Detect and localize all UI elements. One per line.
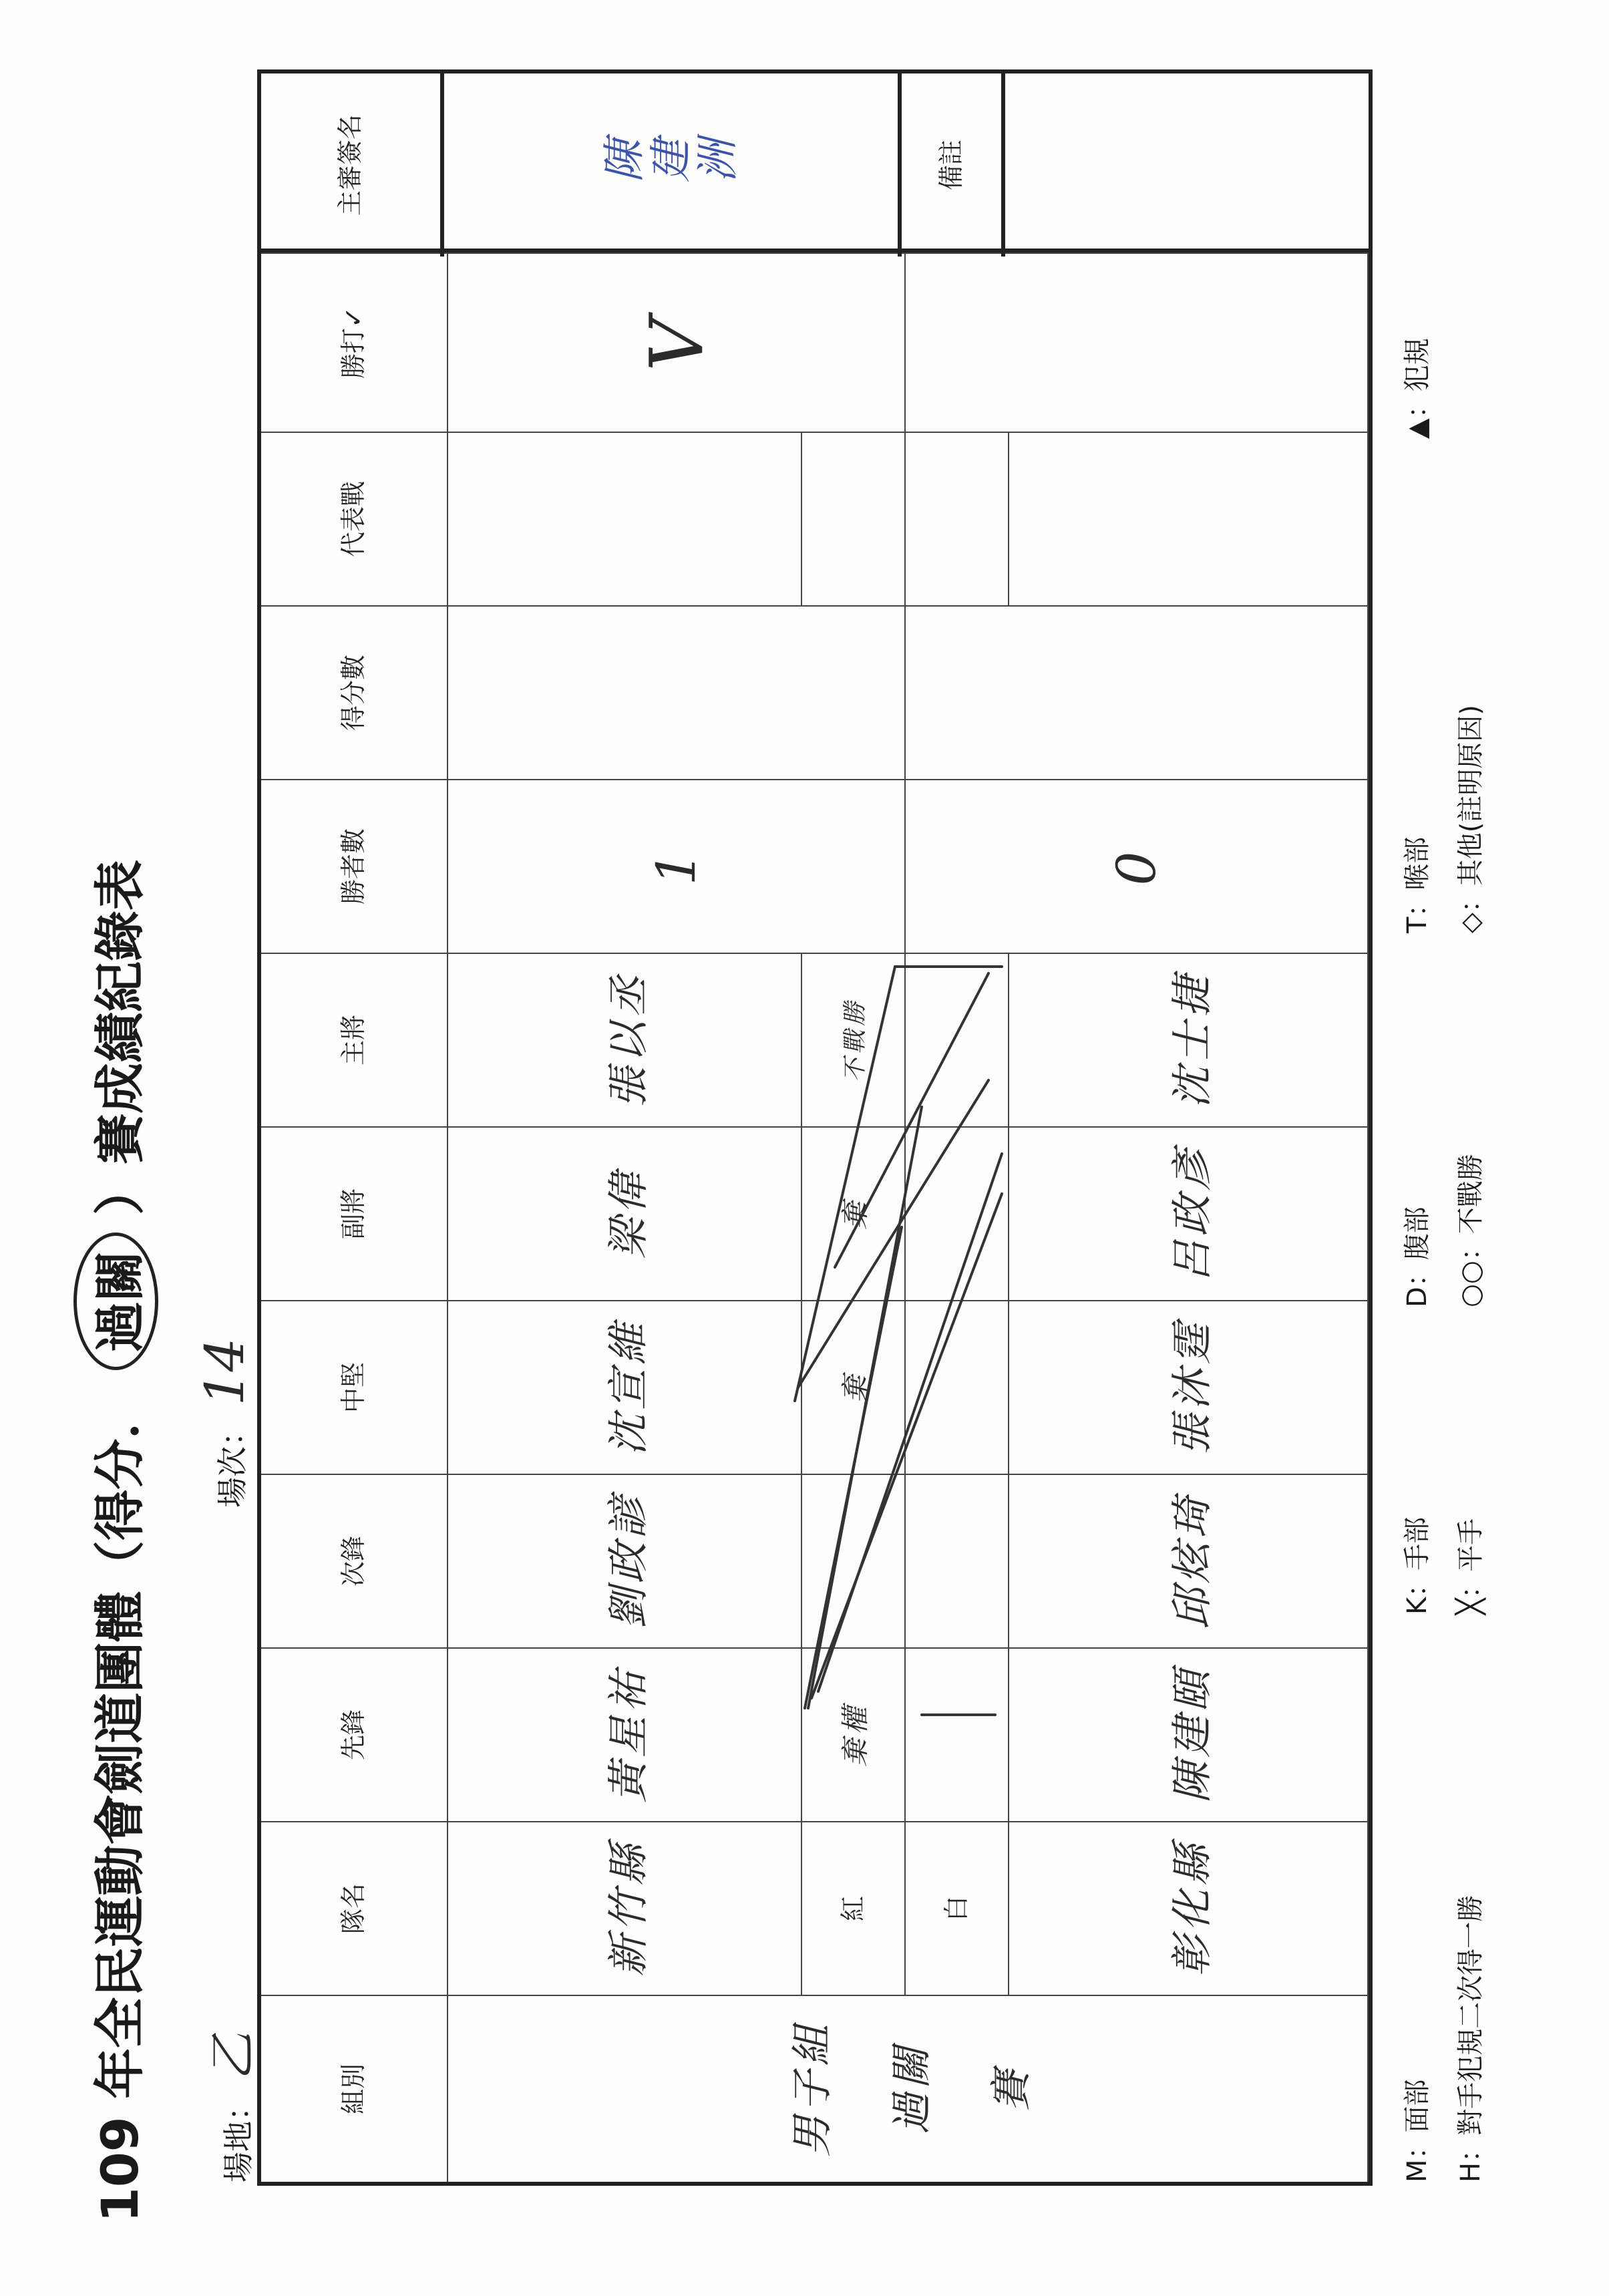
header-referee-sign: 主審簽名 [257, 69, 444, 257]
legend-t: T：喉部 [1402, 836, 1433, 933]
strike-line-6 [798, 1080, 989, 1387]
venue-label: 場地： [220, 2090, 256, 2182]
title-main: 年全民運動會劍道團體（得分． [90, 1387, 150, 2099]
team1-chuken-mark: 棄 [802, 1300, 906, 1474]
team2-wins: 0 [906, 779, 1369, 953]
referee-signature: 陳建洲 [444, 69, 902, 257]
match-value: 14 [194, 1337, 256, 1406]
header-daihyo: 代表戰 [261, 432, 448, 605]
legend-k: K：手部 [1402, 1516, 1433, 1615]
team1-fukusho: 梁偉 [448, 1126, 802, 1300]
group-value-stage: 過關 [886, 2043, 936, 2135]
team2-fukusho: 呂政彥 [1009, 1126, 1369, 1300]
header-fukusho: 副將 [261, 1126, 448, 1300]
legend-m: M：面部 [1402, 2079, 1433, 2182]
strike-line-2 [808, 1107, 922, 1708]
header-taisho: 主將 [261, 953, 448, 1126]
strike-line-4 [818, 1154, 1002, 1691]
header-group: 組別 [261, 1995, 448, 2182]
team1-jiho: 劉政諺 [448, 1474, 802, 1647]
legend-draw: ╳：平手 [1455, 1518, 1486, 1615]
team2-name: 彰化縣 [1009, 1821, 1369, 1995]
header-wins: 勝者數 [261, 779, 448, 953]
team2-senpo: 陳建頤 [1009, 1647, 1369, 1821]
header-winner-check: 勝打✓ [261, 253, 448, 432]
venue-value: 乙 [204, 2032, 260, 2081]
group-value-suffix: 賽 [986, 2066, 1035, 2112]
legend-h: H：對手犯規二次得一勝 [1455, 1895, 1486, 2182]
header-senpo: 先鋒 [261, 1647, 448, 1821]
header-remarks: 備註 [902, 69, 1005, 257]
header-team: 隊名 [261, 1821, 448, 1995]
team1-winner-mark: V [448, 253, 906, 432]
strike-line-3 [812, 1194, 1002, 1698]
white-label: 白 [906, 1821, 1009, 1995]
team2-jiho: 邱炫琦 [1009, 1474, 1369, 1647]
team1-fukusho-mark: 棄 [802, 1126, 906, 1300]
header-jiho: 次鋒 [261, 1474, 448, 1647]
strike-line-7 [835, 973, 989, 1267]
header-chuken: 中堅 [261, 1300, 448, 1474]
team1-senpo: 黃星祐 [448, 1647, 802, 1821]
team1-taisho: 張以丞 [448, 953, 802, 1126]
match-label: 場次： [214, 1416, 250, 1508]
team1-name: 新竹縣 [448, 1821, 802, 1995]
team2-taisho: 沈士捷 [1009, 953, 1369, 1126]
team1-chuken: 沈宣維 [448, 1300, 802, 1474]
legend-forfeit: ○○：不戰勝 [1455, 1154, 1486, 1307]
legend-d: D：腹部 [1402, 1206, 1433, 1307]
title-circled-stage: 過關 [73, 1233, 158, 1370]
red-label: 紅 [802, 1821, 906, 1995]
title-year: 109 [90, 2116, 150, 2223]
team1-taisho-mark: 不戰勝 [802, 953, 906, 1126]
team1-wins: 1 [448, 779, 906, 953]
team2-chuken: 張沐霆 [1009, 1300, 1369, 1474]
team1-senpo-mark: 棄權 [802, 1647, 906, 1821]
title-suffix: ）賽成績紀錄表 [90, 859, 150, 1215]
legend-other: ◇：其他(註明原因) [1455, 705, 1486, 933]
legend-foul: ▲：犯規 [1402, 338, 1433, 439]
group-value: 男子組 [787, 2021, 836, 2158]
header-points: 得分數 [261, 605, 448, 779]
